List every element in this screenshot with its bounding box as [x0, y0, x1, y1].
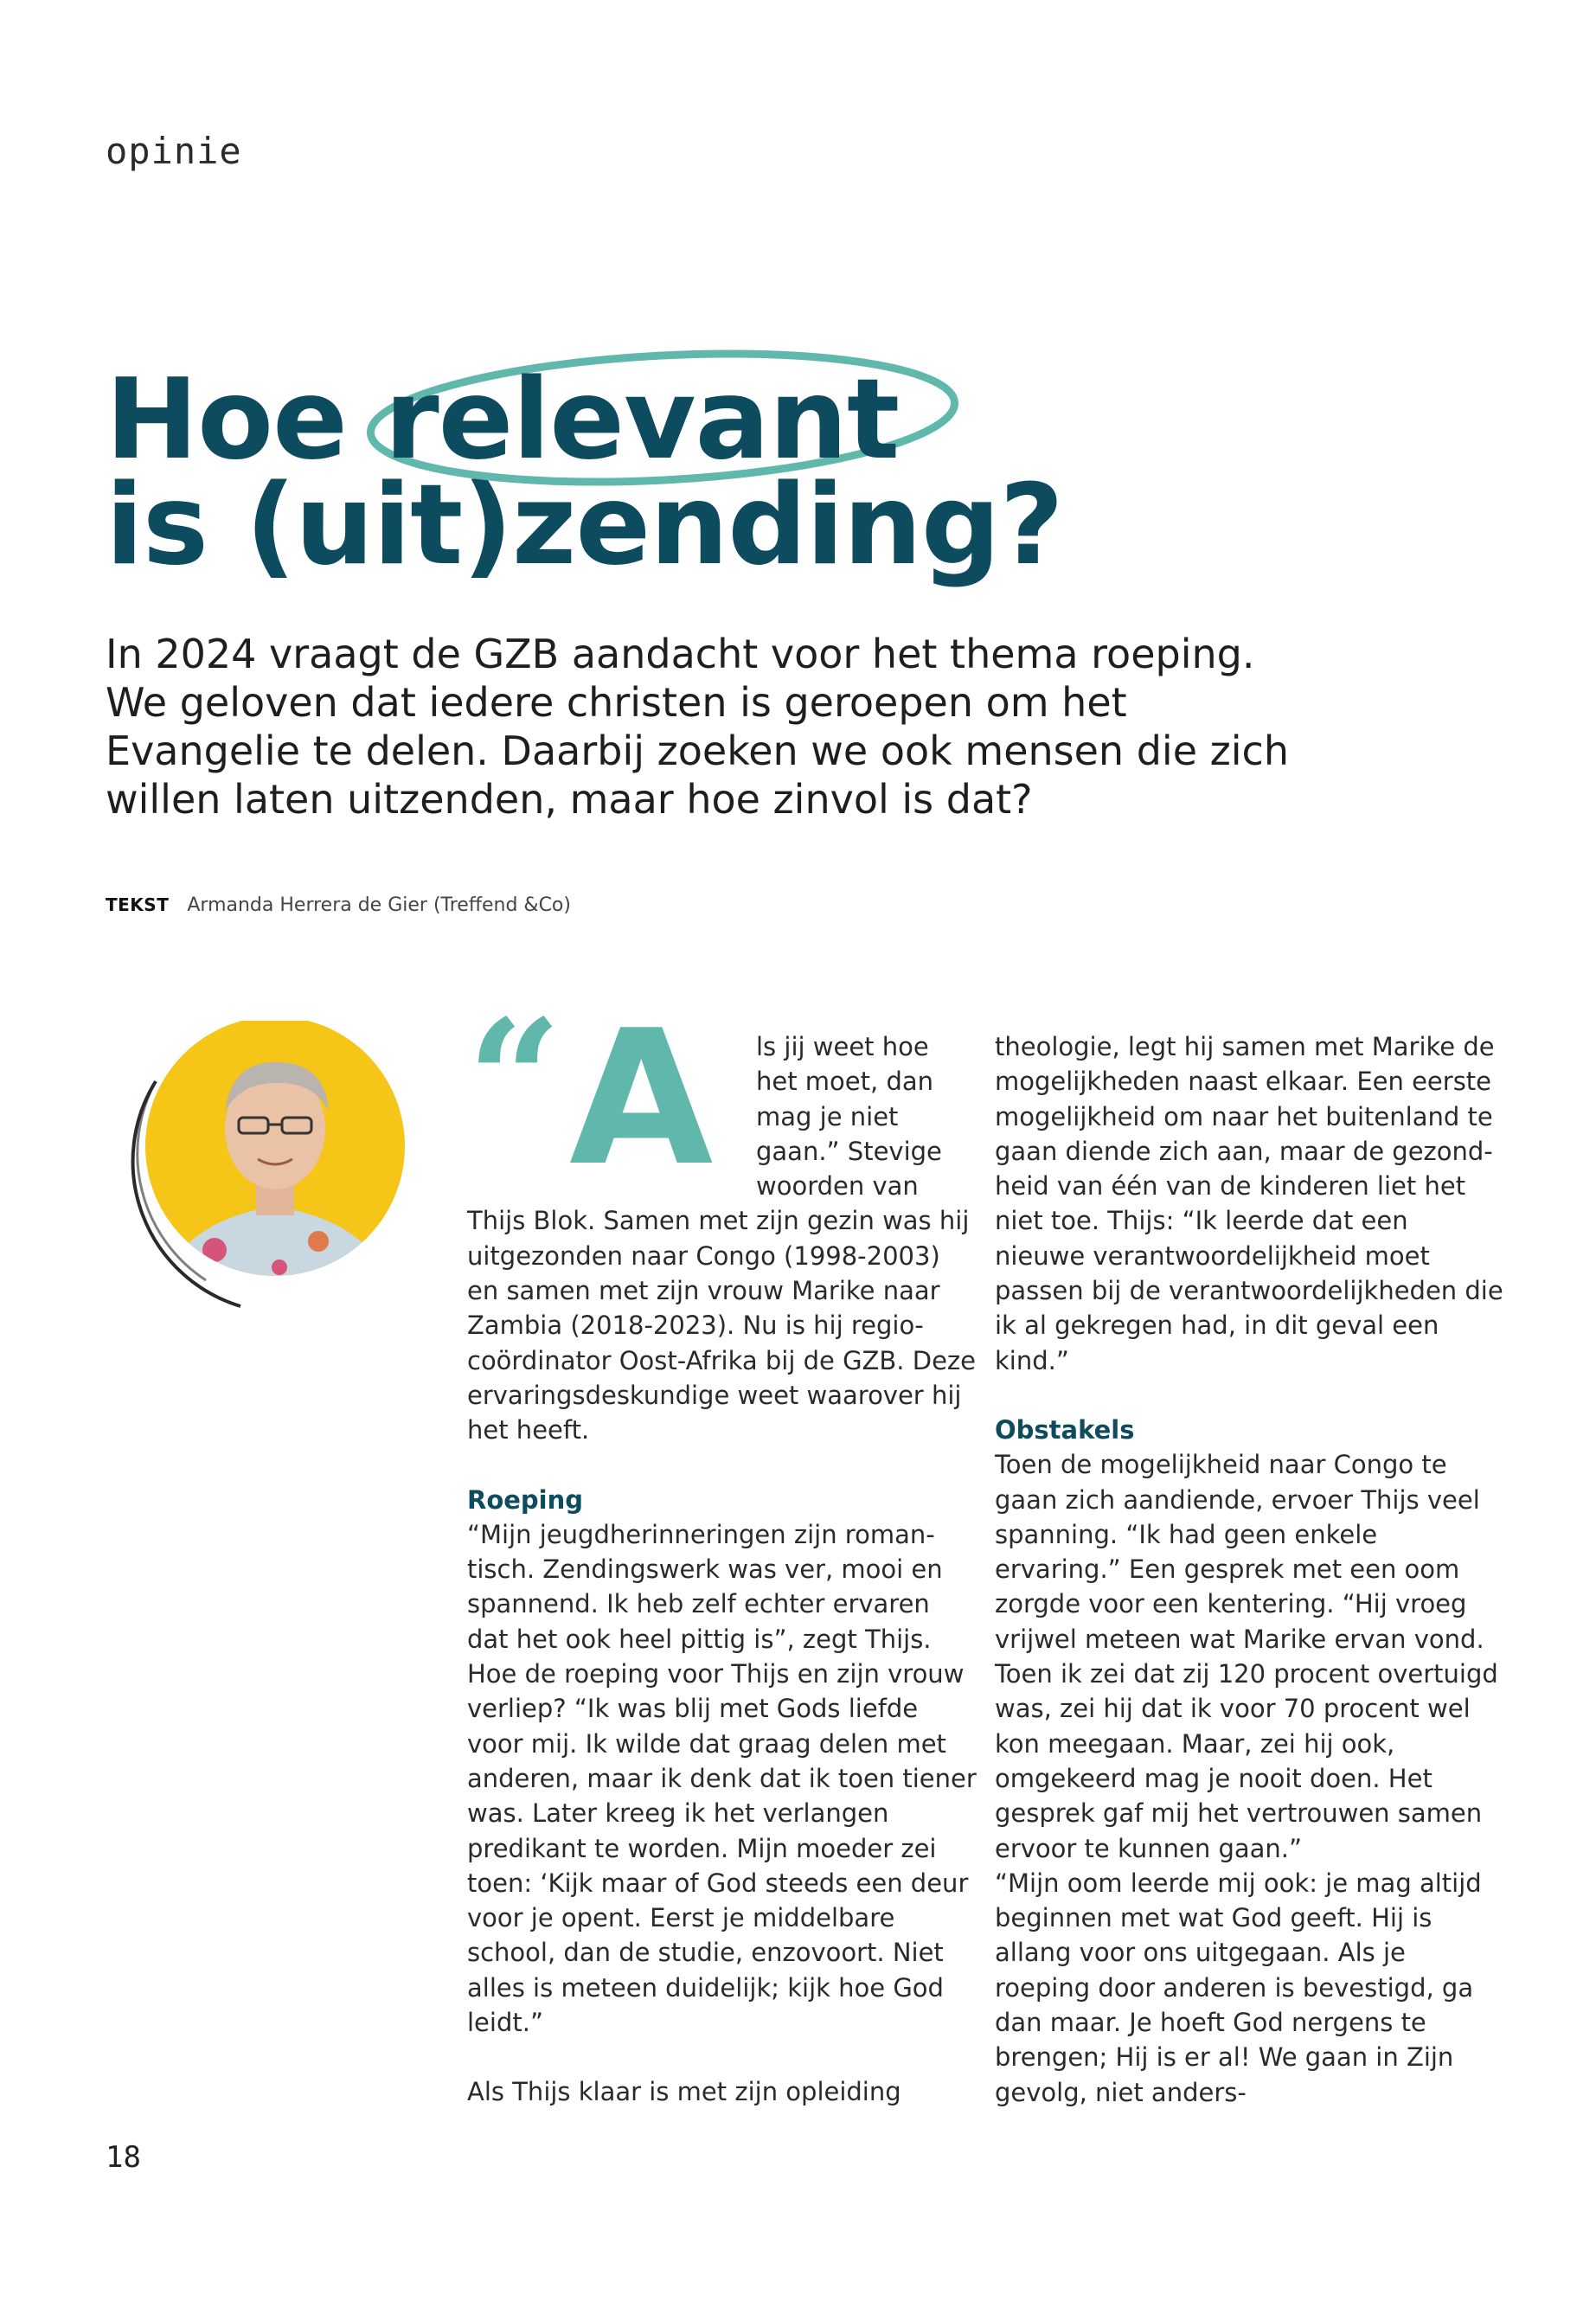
portrait-image — [102, 1021, 422, 1315]
headline-line-2: is (uit)zending? — [106, 461, 1063, 590]
paragraph-1: ls jij weet hoe het moet, dan mag je niet gaan.” Stevige woorden van Thijs Blok. Samen met zijn gezin was hij uitgezonden naar Congo (1998-2003) en samen met zijn vrouw Marike naar Zambia (2018-2023). Nu is hij regiocoördinator Oost-Afrika bij de GZB. Deze ervaringsdeskundige weet waarover hij het heeft. — [467, 1032, 976, 1445]
headline-word-1: Hoe — [106, 356, 347, 484]
credit-label: TEKST — [106, 894, 170, 915]
article-column-left — [467, 984, 977, 2110]
paragraph-6: “Mijn oom leerde mij ook: je mag altijd beginnen met wat God geeft. Hij is allang voor ons uitgegaan. Als je roeping door anderen is bevestigd, ga dan maar. Je hoeft God nergens te brengen; Hij is er al! We gaan in Zijn gevolg, niet anders- — [995, 1868, 1482, 2107]
subheading-roeping: Roeping — [467, 1484, 584, 1515]
article-column-right — [995, 1029, 1505, 2110]
credit-author: Armanda Herrera de Gier (Treffend &Co) — [187, 894, 571, 916]
headline — [106, 356, 1317, 590]
drop-cap-quote: “ — [467, 984, 562, 1176]
paragraph-2: “Mijn jeugdherinneringen zijn romantisch. Zendingswerk was ver, mooi en spannend. Ik heb zelf echter ervaren dat het ook heel pittig is”, zegt Thijs. Hoe de roeping voor Thijs en zijn vrouw verliep? “Ik was blij met Gods liefde voor mij. Ik wilde dat graag delen met anderen, maar ik denk dat ik toen tiener was. Later kreeg ik het verlangen predikant te worden. Mijn moeder zei toen: ‘Kijk maar of God steeds een deur voor je opent. Eerst je middelbare school, dan de studie, enzovoort. Niet alles is meteen duidelijk; kijk hoe God leidt.” — [467, 1519, 977, 2038]
drop-cap — [467, 984, 746, 1207]
drop-cap-letter: A — [569, 990, 714, 1207]
section-label: opinie — [106, 130, 242, 172]
intro-text: In 2024 vraagt de GZB aandacht voor het thema roeping. We geloven dat iedere christen is geroepen om het Evangelie te delen. Daarbij zoeken we ook mensen die zich willen laten uitzenden, maar hoe zinvol is dat? — [106, 631, 1289, 823]
paragraph-3: Als Thijs klaar is met zijn opleiding — [467, 2077, 901, 2107]
headline-highlight-word: relevant — [384, 356, 900, 484]
subheading-obstakels: Obstakels — [995, 1414, 1135, 1445]
paragraph-5: Toen de mogelijkheid naar Congo te gaan zich aandiende, ervoer Thijs veel spanning. “Ik had geen enkele ervaring.” Een gesprek met een oom zorgde voor een kentering. “Hij vroeg vrijwel meteen wat Marike ervan vond. Toen ik zei dat zij 120 procent overtuigd was, zei hij dat ik voor 70 procent wel kon meegaan. Maar, zei hij ook, omgekeerd mag je nooit doen. Het gesprek gaf mij het vertrouwen samen ervoor te kunnen gaan.” — [995, 1450, 1498, 1863]
headline-highlight — [384, 356, 900, 484]
headline-line-1 — [106, 356, 1317, 484]
paragraph-4: theologie, legt hij samen met Marike de mogelijkheden naast elkaar. Een eerste mogelijkheid om naar het buitenland te gaan diende zich aan, maar de gezondheid van één van de kinderen liet het niet toe. Thijs: “Ik leerde dat een nieuwe verantwoordelijkheid moet passen bij de verantwoordelijkheden die ik al gekregen had, in dit geval een kind.” — [995, 1032, 1503, 1375]
author-credit — [106, 894, 571, 916]
portrait-illustration — [102, 1021, 422, 1315]
page-number: 18 — [106, 2140, 141, 2175]
